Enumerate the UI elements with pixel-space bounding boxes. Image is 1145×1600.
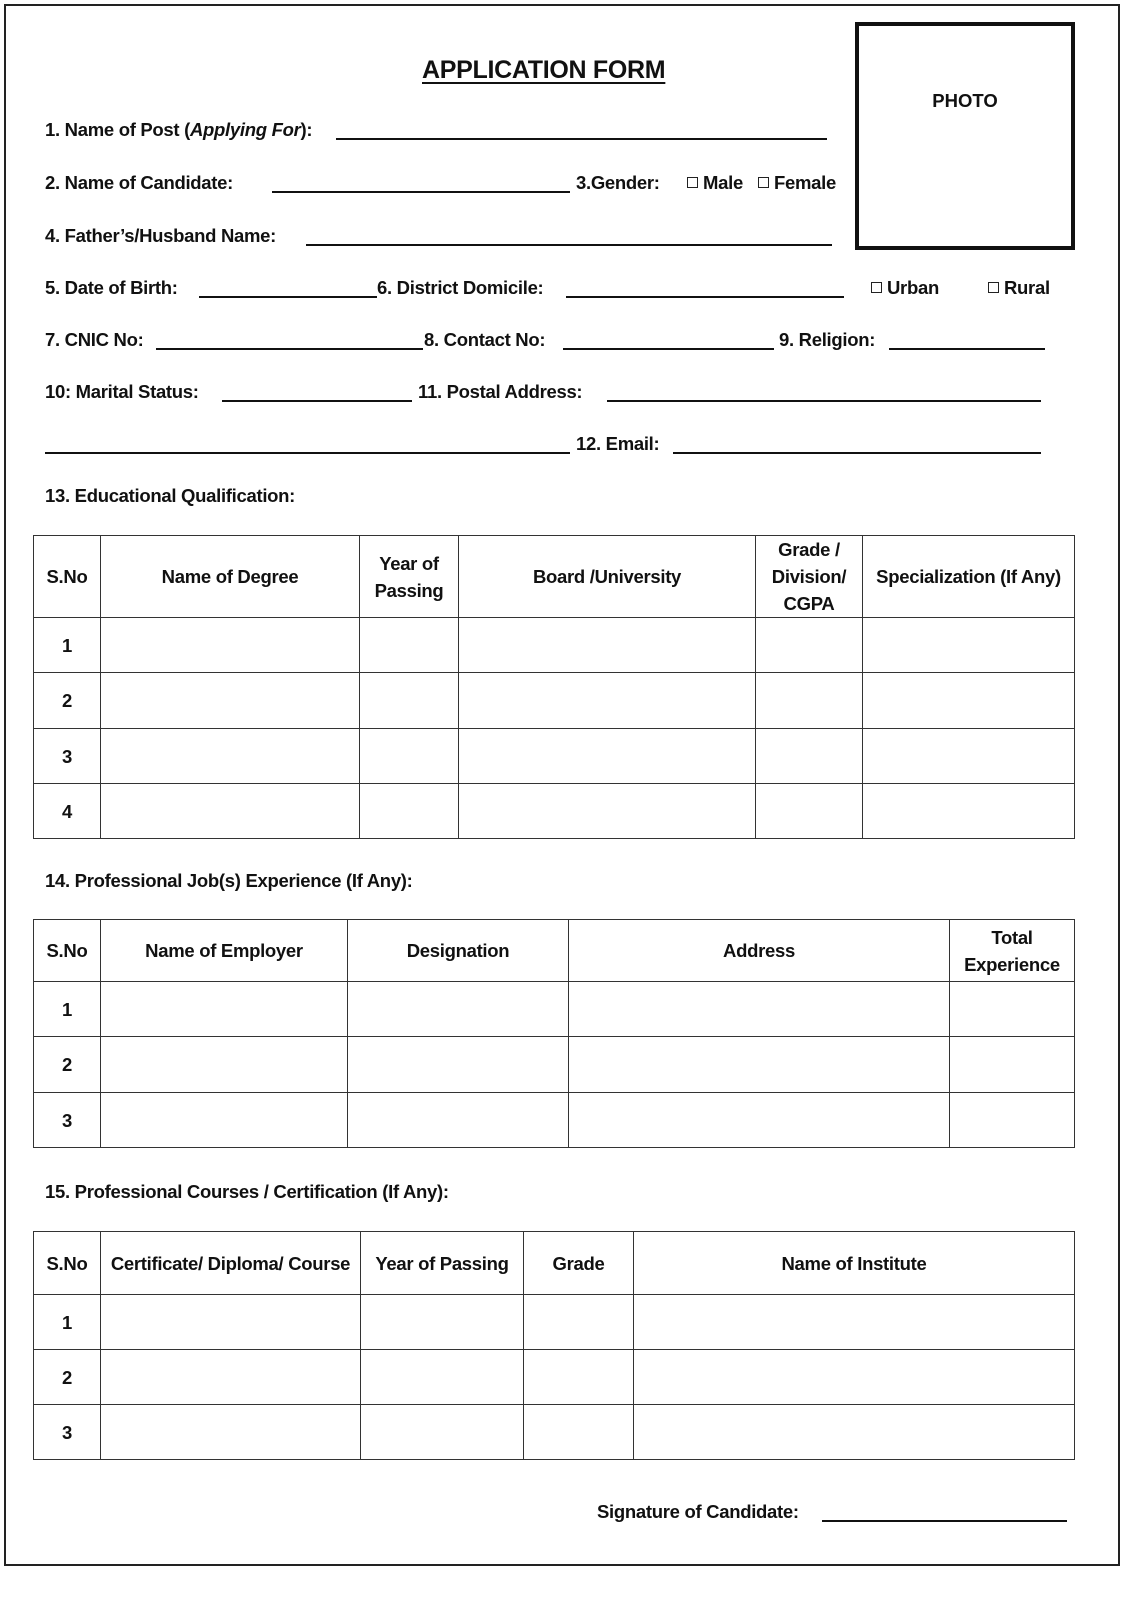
religion-label: 9. Religion: xyxy=(779,329,876,350)
rural-label: Rural xyxy=(1004,277,1050,298)
email-input-line[interactable] xyxy=(673,452,1041,454)
employer-cell[interactable] xyxy=(101,1037,348,1093)
urban-checkbox[interactable] xyxy=(871,282,882,293)
domicile-input-line[interactable] xyxy=(566,296,844,298)
father-name-label: 4. Father’s/Husband Name: xyxy=(45,225,277,246)
table-row xyxy=(34,1405,1075,1460)
edu-col-sno: S.No xyxy=(34,536,101,618)
board-cell[interactable] xyxy=(459,618,756,673)
row-number: 1 xyxy=(34,618,101,673)
gender-female-option[interactable] xyxy=(758,172,836,194)
exp-col-designation: Designation xyxy=(348,920,569,982)
board-cell[interactable] xyxy=(459,729,756,784)
photo-box[interactable] xyxy=(855,22,1075,250)
employer-cell[interactable] xyxy=(101,982,348,1037)
exp-col-employer: Name of Employer xyxy=(101,920,348,982)
employer-cell[interactable] xyxy=(101,1093,348,1148)
row-number: 4 xyxy=(34,784,101,839)
designation-cell[interactable] xyxy=(348,982,569,1037)
table-row xyxy=(34,1295,1075,1350)
row-number: 2 xyxy=(34,673,101,729)
signature-label: Signature of Candidate: xyxy=(597,1501,799,1522)
female-checkbox[interactable] xyxy=(758,177,769,188)
photo-label: PHOTO xyxy=(932,90,998,111)
urban-option[interactable] xyxy=(871,277,939,299)
row-number: 2 xyxy=(34,1350,101,1405)
email-label: 12. Email: xyxy=(576,433,660,454)
candidate-input-line[interactable] xyxy=(272,191,570,193)
specialization-cell[interactable] xyxy=(863,729,1075,784)
table-row xyxy=(34,673,1075,729)
courses-heading: 15. Professional Courses / Certification (If Any): xyxy=(45,1181,449,1202)
edu-col-specialization: Specialization (If Any) xyxy=(863,536,1075,618)
education-header-row xyxy=(34,536,1075,618)
grade-cell[interactable] xyxy=(756,729,863,784)
total-experience-cell[interactable] xyxy=(950,1093,1075,1148)
year-cell[interactable] xyxy=(360,673,459,729)
experience-table xyxy=(33,919,1075,1148)
postal-address-input-line[interactable] xyxy=(607,400,1041,402)
address-cell[interactable] xyxy=(569,1037,950,1093)
post-label-italic: Applying For xyxy=(190,119,301,140)
education-table xyxy=(33,535,1075,839)
year-cell[interactable] xyxy=(360,729,459,784)
religion-input-line[interactable] xyxy=(889,348,1045,350)
specialization-cell[interactable] xyxy=(863,673,1075,729)
year-cell[interactable] xyxy=(361,1350,524,1405)
row-number: 3 xyxy=(34,729,101,784)
address-cell[interactable] xyxy=(569,982,950,1037)
contact-input-line[interactable] xyxy=(563,348,774,350)
degree-cell[interactable] xyxy=(101,784,360,839)
year-cell[interactable] xyxy=(360,784,459,839)
certificate-cell[interactable] xyxy=(101,1295,361,1350)
rural-checkbox[interactable] xyxy=(988,282,999,293)
gender-male-option[interactable] xyxy=(687,172,743,194)
cnic-input-line[interactable] xyxy=(156,348,423,350)
gender-label: 3.Gender: xyxy=(576,172,660,193)
year-cell[interactable] xyxy=(361,1405,524,1460)
grade-cell[interactable] xyxy=(756,673,863,729)
row-number: 1 xyxy=(34,982,101,1037)
table-row xyxy=(34,1350,1075,1405)
post-label-end: ): xyxy=(300,119,313,140)
dob-input-line[interactable] xyxy=(199,296,377,298)
board-cell[interactable] xyxy=(459,784,756,839)
institute-cell[interactable] xyxy=(634,1405,1075,1460)
experience-header-row xyxy=(34,920,1075,982)
total-experience-cell[interactable] xyxy=(950,982,1075,1037)
post-label xyxy=(45,119,312,141)
exp-col-address: Address xyxy=(569,920,950,982)
year-cell[interactable] xyxy=(361,1295,524,1350)
specialization-cell[interactable] xyxy=(863,618,1075,673)
male-checkbox[interactable] xyxy=(687,177,698,188)
row-number: 1 xyxy=(34,1295,101,1350)
designation-cell[interactable] xyxy=(348,1093,569,1148)
board-cell[interactable] xyxy=(459,673,756,729)
experience-heading: 14. Professional Job(s) Experience (If Any): xyxy=(45,870,413,891)
course-col-grade: Grade xyxy=(524,1232,634,1295)
rural-option[interactable] xyxy=(988,277,1050,299)
education-heading: 13. Educational Qualification: xyxy=(45,485,296,506)
dob-label: 5. Date of Birth: xyxy=(45,277,178,298)
course-col-institute: Name of Institute xyxy=(634,1232,1075,1295)
degree-cell[interactable] xyxy=(101,729,360,784)
table-row xyxy=(34,784,1075,839)
post-label-text: 1. Name of Post ( xyxy=(45,119,190,140)
edu-col-degree: Name of Degree xyxy=(101,536,360,618)
certificate-cell[interactable] xyxy=(101,1350,361,1405)
certificate-cell[interactable] xyxy=(101,1405,361,1460)
post-input-line[interactable] xyxy=(336,138,827,140)
grade-cell[interactable] xyxy=(756,784,863,839)
grade-cell[interactable] xyxy=(524,1295,634,1350)
male-label: Male xyxy=(703,172,743,193)
form-title: APPLICATION FORM xyxy=(422,56,666,84)
exp-col-sno: S.No xyxy=(34,920,101,982)
candidate-label: 2. Name of Candidate: xyxy=(45,172,233,193)
father-name-input-line[interactable] xyxy=(306,244,832,246)
designation-cell[interactable] xyxy=(348,1037,569,1093)
course-col-certificate: Certificate/ Diploma/ Course xyxy=(101,1232,361,1295)
institute-cell[interactable] xyxy=(634,1350,1075,1405)
marital-status-label: 10: Marital Status: xyxy=(45,381,199,402)
table-row xyxy=(34,1037,1075,1093)
grade-cell[interactable] xyxy=(524,1405,634,1460)
edu-col-board: Board /University xyxy=(459,536,756,618)
degree-cell[interactable] xyxy=(101,673,360,729)
table-row xyxy=(34,729,1075,784)
table-row xyxy=(34,982,1075,1037)
urban-label: Urban xyxy=(887,277,939,298)
year-cell[interactable] xyxy=(360,618,459,673)
institute-cell[interactable] xyxy=(634,1295,1075,1350)
grade-cell[interactable] xyxy=(756,618,863,673)
address-cell[interactable] xyxy=(569,1093,950,1148)
degree-cell[interactable] xyxy=(101,618,360,673)
postal-address-label: 11. Postal Address: xyxy=(418,381,583,402)
cnic-label: 7. CNIC No: xyxy=(45,329,144,350)
edu-col-year: Year of Passing xyxy=(360,536,459,618)
row-number: 2 xyxy=(34,1037,101,1093)
table-row xyxy=(34,1093,1075,1148)
courses-header-row xyxy=(34,1232,1075,1295)
specialization-cell[interactable] xyxy=(863,784,1075,839)
exp-col-total-experience: Total Experience xyxy=(950,920,1075,982)
courses-table xyxy=(33,1231,1075,1460)
female-label: Female xyxy=(774,172,836,193)
edu-col-grade: Grade / Division/ CGPA xyxy=(756,536,863,618)
course-col-year: Year of Passing xyxy=(361,1232,524,1295)
row-number: 3 xyxy=(34,1093,101,1148)
signature-line[interactable] xyxy=(822,1520,1067,1522)
marital-status-input-line[interactable] xyxy=(222,400,412,402)
domicile-label: 6. District Domicile: xyxy=(377,277,544,298)
course-col-sno: S.No xyxy=(34,1232,101,1295)
postal-address-continuation-line[interactable] xyxy=(45,452,570,454)
row-number: 3 xyxy=(34,1405,101,1460)
grade-cell[interactable] xyxy=(524,1350,634,1405)
total-experience-cell[interactable] xyxy=(950,1037,1075,1093)
contact-label: 8. Contact No: xyxy=(424,329,546,350)
table-row xyxy=(34,618,1075,673)
